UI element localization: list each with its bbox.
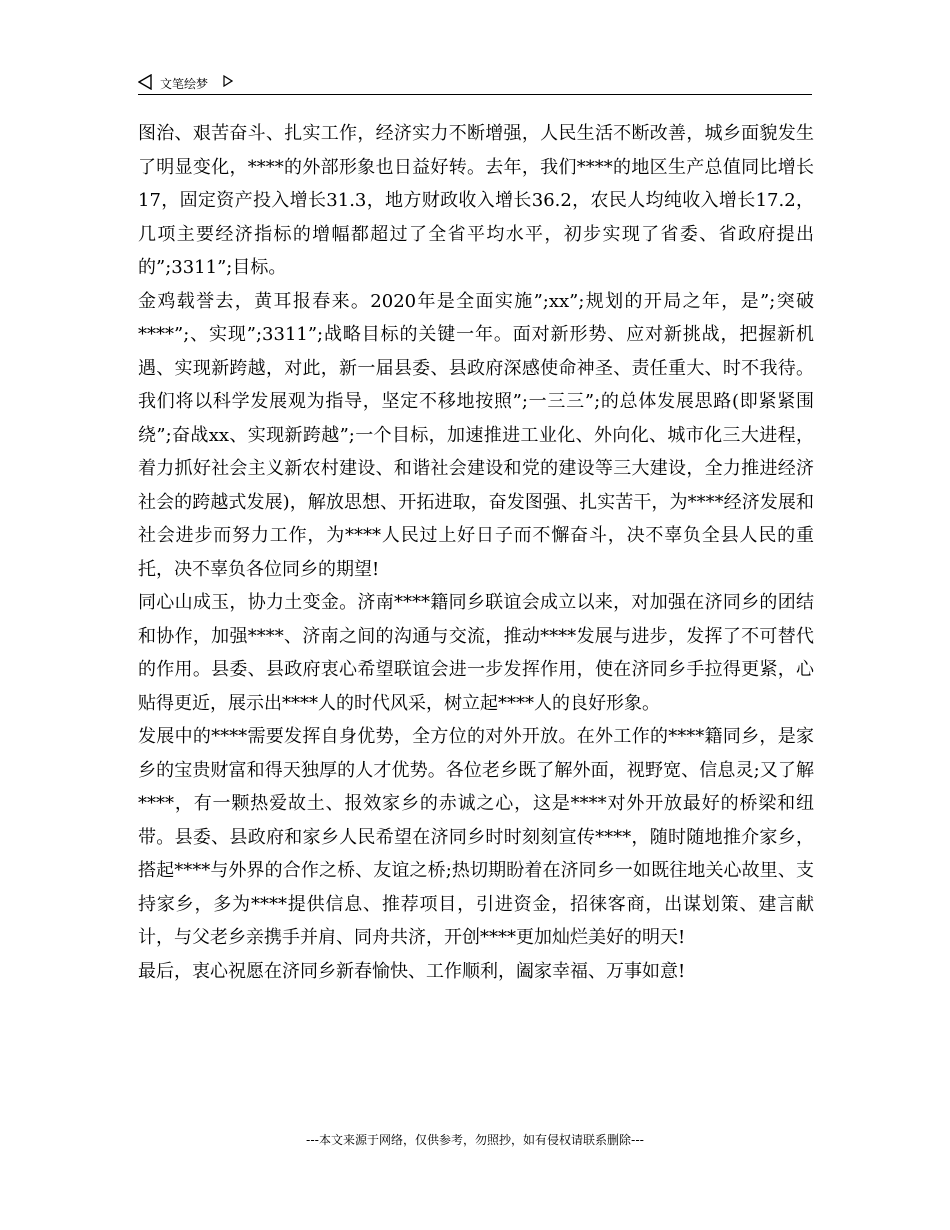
paragraph: 最后，衷心祝愿在济同乡新春愉快、工作顺利，阖家幸福、万事如意!	[138, 960, 686, 982]
header-title: 文笔绘梦	[160, 77, 209, 91]
document-body	[138, 117, 814, 988]
page-header	[138, 72, 812, 95]
triangle-left-icon	[138, 74, 152, 90]
paragraph: 图治、艰苦奋斗、扎实工作，经济实力不断增强，人民生活不断改善，城乡面貌发生了明显变化，****的外部形象也日益好转。去年，我们****的地区生产总值同比增长17，固定资产投入增长31.3，地方财政收入增长36.2，农民人均纯收入增长17.2，几项主要经济指标的增幅都超过了全省平均水平，初步实现了省委、省政府提出的”;3311”;目标。	[138, 123, 814, 278]
triangle-right-icon	[223, 75, 233, 87]
paragraph: 同心山成玉，协力土变金。济南****籍同乡联谊会成立以来，对加强在济同乡的团结和协作，加强****、济南之间的沟通与交流，推动****发展与进步，发挥了不可替代的作用。县委、县政府衷心希望联谊会进一步发挥作用，使在济同乡手拉得更紧，心贴得更近，展示出****人的时代风采，树立起****人的良好形象。	[138, 592, 814, 714]
page-footer: ---本文来源于网络，仅供参考，勿照抄，如有侵权请联系删除---	[306, 1133, 644, 1147]
paragraph: 金鸡载誉去，黄耳报春来。2020年是全面实施”;xx”;规划的开局之年，是”;突破****”;、实现”;3311”;战略目标的关键一年。面对新形势、应对新挑战，把握新机遇、实现新跨越，对此，新一届县委、县政府深感使命神圣、责任重大、时不我待。我们将以科学发展观为指导，坚定不移地按照”;一三三”;的总体发展思路(即紧紧围绕”;奋战xx、实现新跨越”;一个目标，加速推进工业化、外向化、城市化三大进程，着力抓好社会主义新农村建设、和谐社会建设和党的建设等三大建设，全力推进经济社会的跨越式发展)，解放思想、开拓进取，奋发图强、扎实苦干，为****经济发展和社会进步而努力工作，为****人民过上好日子而不懈奋斗，决不辜负全县人民的重托，决不辜负各位同乡的期望!	[138, 290, 814, 580]
paragraph: 发展中的****需要发挥自身优势，全方位的对外开放。在外工作的****籍同乡，是家乡的宝贵财富和得天独厚的人才优势。各位老乡既了解外面，视野宽、信息灵;又了解****，有一颗热爱故土、报效家乡的赤诚之心，这是****对外开放最好的桥梁和纽带。县委、县政府和家乡人民希望在济同乡时时刻刻宣传****，随时随地推介家乡，搭起****与外界的合作之桥、友谊之桥;热切期盼着在济同乡一如既往地关心故里、支持家乡，多为****提供信息、推荐项目，引进资金，招徕客商，出谋划策、建言献计，与父老乡亲携手并肩、同舟共济，开创****更加灿烂美好的明天!	[138, 726, 814, 948]
